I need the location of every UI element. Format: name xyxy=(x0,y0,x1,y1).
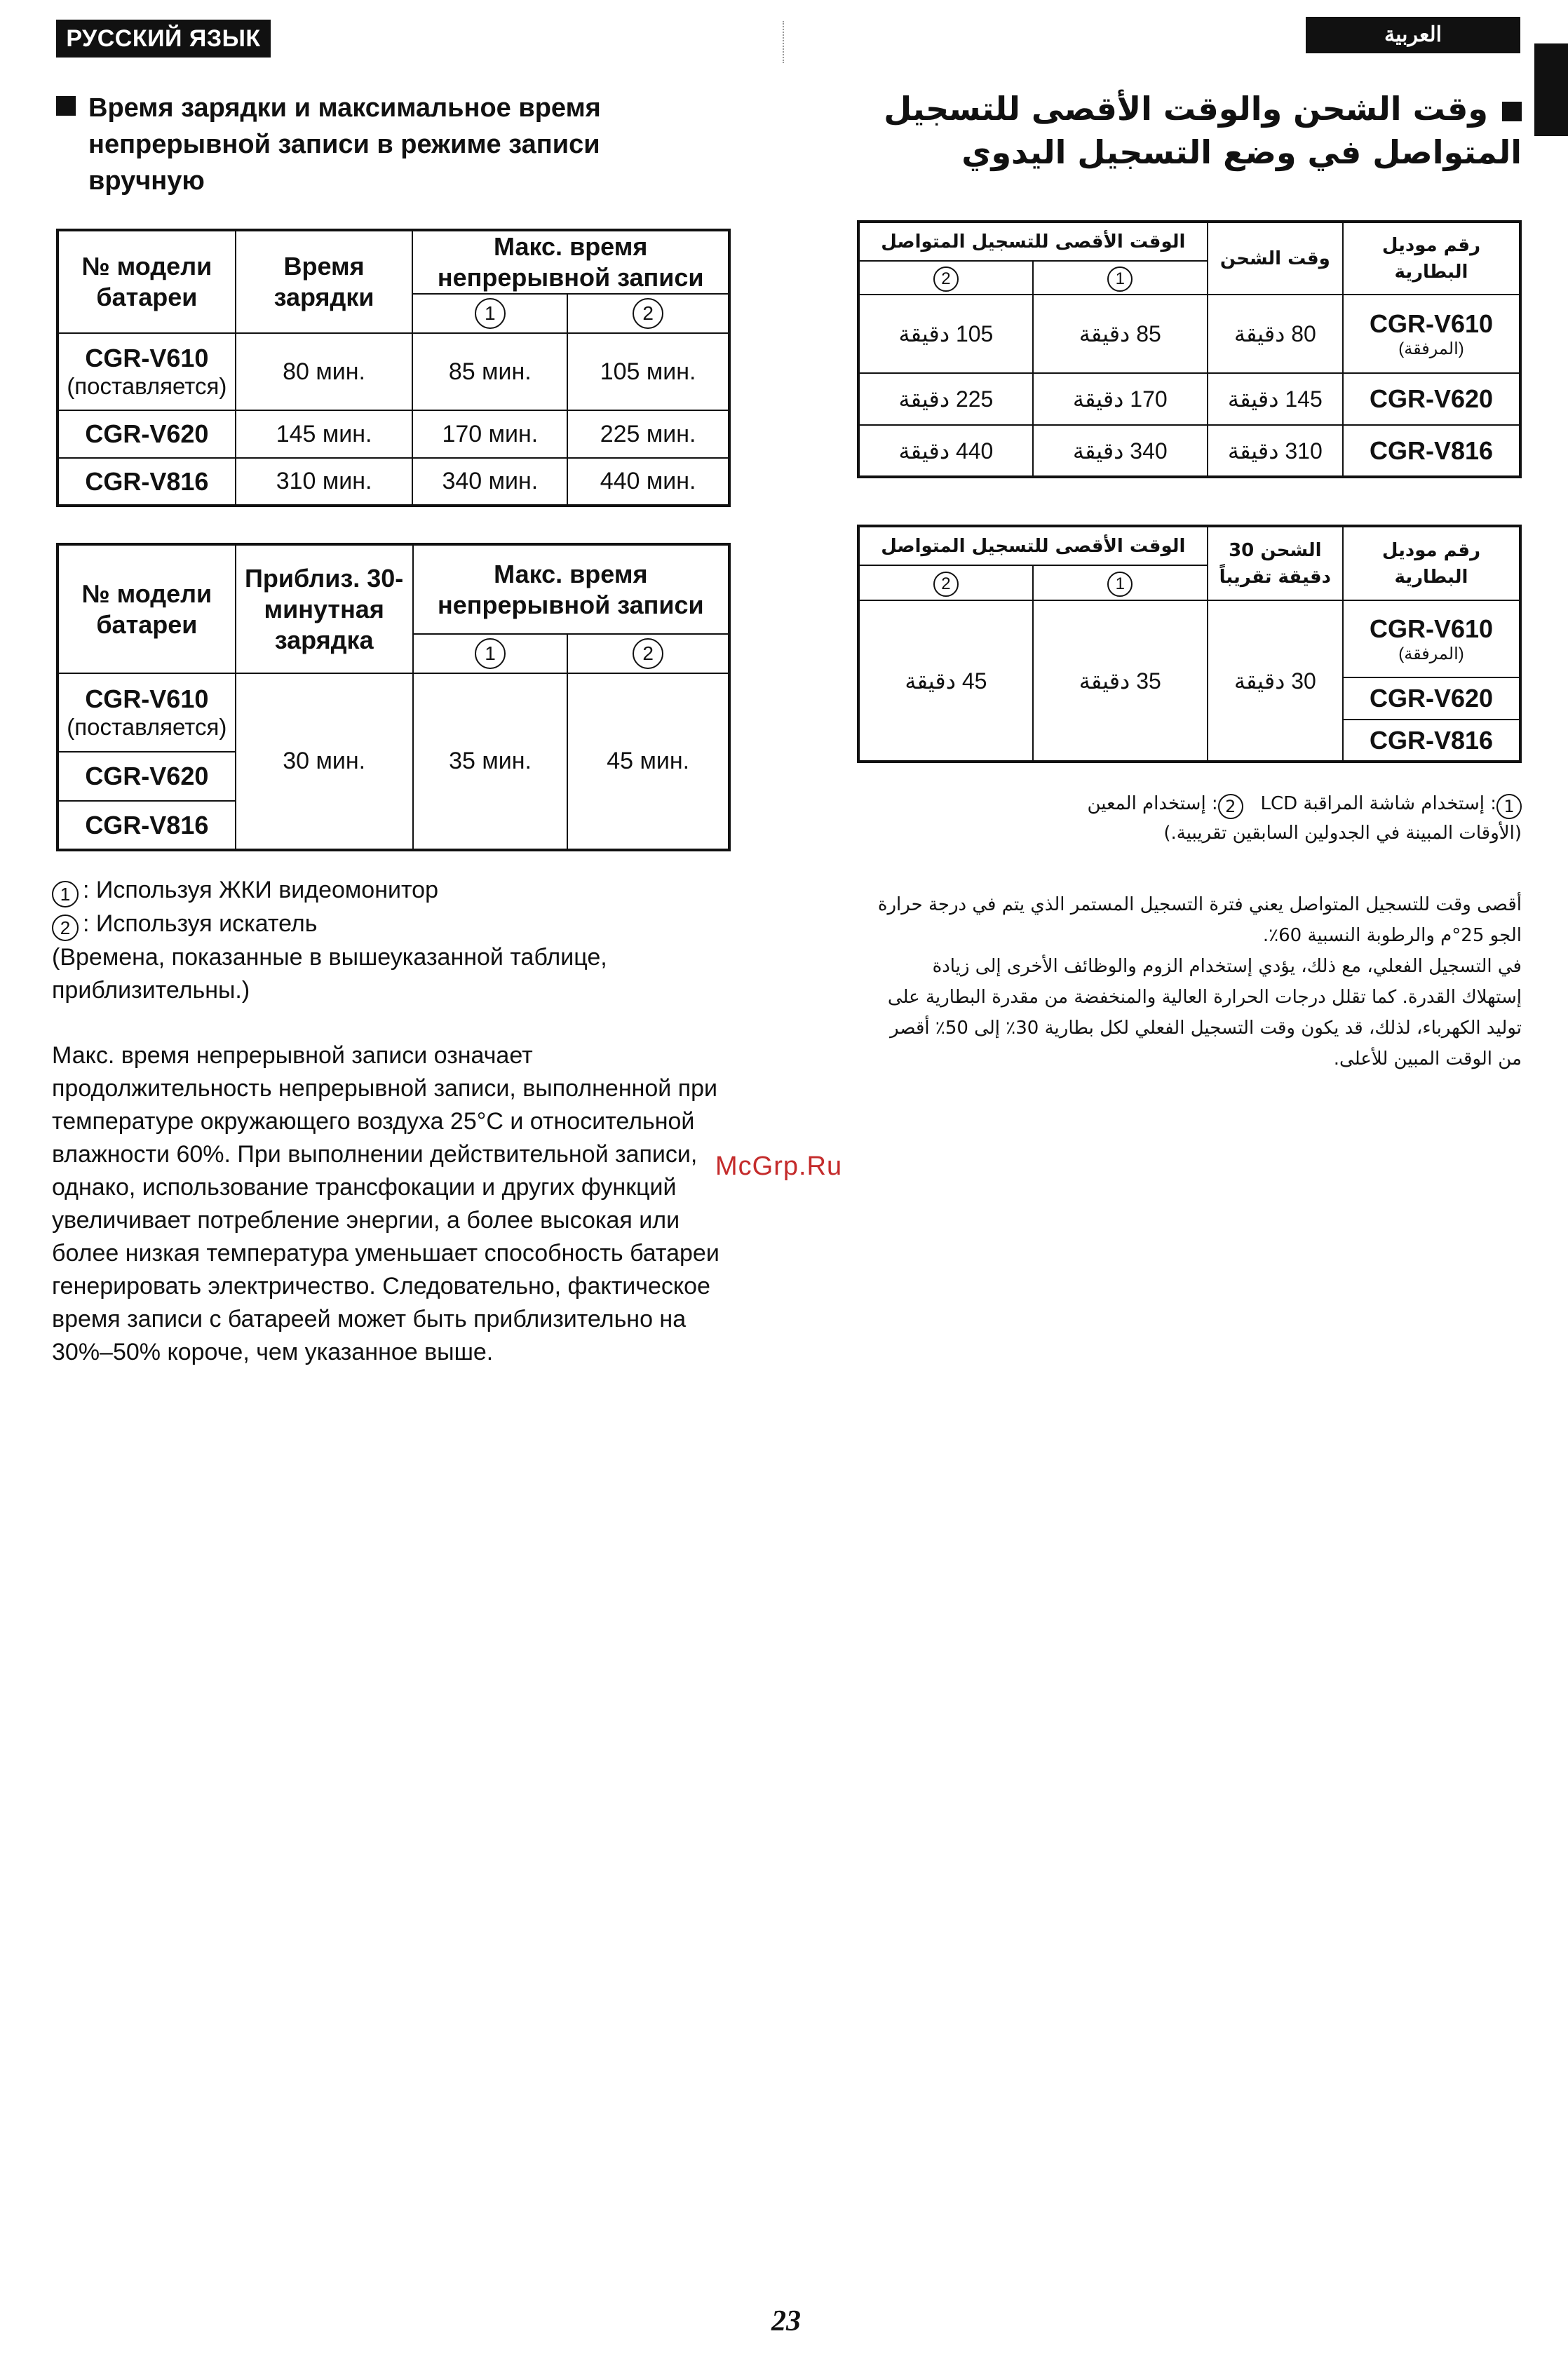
model-cell xyxy=(58,673,236,752)
circled-number: 2 xyxy=(633,638,663,669)
model-name: CGR-V610 xyxy=(1369,614,1494,643)
subheader-viewfinder xyxy=(567,634,729,673)
header-max-time: الوقت الأقصى للتسجيل المتواصل xyxy=(858,526,1208,565)
model-cell: CGR-V816 xyxy=(58,801,236,850)
header-max-time: الوقت الأقصى للتسجيل المتواصل xyxy=(858,222,1208,261)
model-note: (المرفقة) xyxy=(1398,644,1464,663)
table-row xyxy=(58,333,729,410)
circled-number: 2 xyxy=(633,298,663,329)
lcd-time-cell: 170 دقيقة xyxy=(1033,373,1208,425)
note-lcd xyxy=(52,874,739,907)
arabic-language-tab: العربية xyxy=(1306,17,1520,53)
circled-number: 2 xyxy=(52,915,79,941)
page-number: 23 xyxy=(771,2305,801,2337)
circled-number: 1 xyxy=(475,298,506,329)
charge-cell: 310 دقيقة xyxy=(1208,425,1343,477)
table-row xyxy=(858,600,1520,677)
header-max-time: Макс. время непрерывной записи xyxy=(412,230,729,294)
model-cell: CGR-V620 xyxy=(1343,677,1520,720)
viewfinder-time-cell: 105 мин. xyxy=(567,333,729,410)
russian-30min-charge-table xyxy=(56,543,731,851)
header-charge-time: Время зарядки xyxy=(236,230,413,333)
viewfinder-time-cell: 45 мин. xyxy=(567,673,729,850)
subheader-viewfinder xyxy=(567,294,729,333)
charge-cell: 80 دقيقة xyxy=(1208,295,1343,373)
circled-number: 2 xyxy=(1218,794,1243,819)
lcd-time-cell: 35 دقيقة xyxy=(1033,600,1208,762)
arabic-explanation-paragraph xyxy=(877,889,1522,1074)
note-text: : Используя ЖКИ видеомонитор xyxy=(83,877,438,903)
arabic-30min-charge-table xyxy=(857,525,1522,763)
model-note: (поставляется) xyxy=(67,714,227,740)
table-row xyxy=(58,458,729,506)
arabic-paragraph-part1: أقصى وقت للتسجيل المتواصل يعني فترة التسجيل المستمر الذي يتم في درجة حرارة الجو 25°م والرطوبة النسبية 60٪. xyxy=(877,894,1522,946)
table-row xyxy=(858,425,1520,477)
viewfinder-time-cell: 440 мин. xyxy=(567,458,729,506)
model-cell: CGR-V816 xyxy=(58,458,236,506)
viewfinder-time-cell: 105 دقيقة xyxy=(858,295,1033,373)
arabic-paragraph-part2: في التسجيل الفعلي، مع ذلك، يؤدي إستخدام الزوم والوظائف الأخرى إلى زيادة إستهلاك القدرة. كما تقلل درجات الحرارة العالية والمنخفضة من مقدرة البطارية على توليد الكهرباء، لذلك، قد يكون وقت التسجيل الفعلي لكل بطارية 30٪ إلى 50٪ أقصر من الوقت المبين للأعلى. xyxy=(887,956,1522,1069)
russian-explanation-paragraph: Макс. время непрерывной записи означает продолжительность непрерывной записи, выполненной при температуре окружающего воздуха 25°C и относительной влажности 60%. При выполнении действительной записи, однако, использование трансфокации и других функций увеличивает потребление энергии, а более высокая или более низкая температура уменьшает способность батареи генерировать электричество. Следовательно, фактическое время записи с батареей может быть приблизительно на 30%–50% короче, чем указанное выше. xyxy=(52,1042,719,1365)
subheader-lcd xyxy=(412,294,567,333)
charge-cell: 310 мин. xyxy=(236,458,413,506)
header-max-time: Макс. время непрерывной записи xyxy=(413,544,729,634)
header-model: № модели батареи xyxy=(58,544,236,673)
note-approximate: (Времена, показанные в вышеуказанной таблице, приблизительны.) xyxy=(52,944,607,1004)
note-viewfinder xyxy=(52,907,739,941)
viewfinder-time-cell: 45 دقيقة xyxy=(858,600,1033,762)
table-row xyxy=(58,410,729,458)
lcd-time-cell: 85 دقيقة xyxy=(1033,295,1208,373)
russian-section-heading xyxy=(56,90,729,199)
circled-number: 1 xyxy=(475,638,506,669)
header-30min-charge: Приблиз. 30-минутная зарядка xyxy=(236,544,413,673)
model-cell: CGR-V620 xyxy=(58,410,236,458)
charge-cell: 145 мин. xyxy=(236,410,413,458)
model-cell: CGR-V816 xyxy=(1343,425,1520,477)
header-model: رقم موديل البطارية xyxy=(1343,526,1520,600)
model-name: CGR-V610 xyxy=(85,344,209,372)
charge-cell: 30 دقيقة xyxy=(1208,600,1343,762)
russian-table-notes xyxy=(52,874,739,1007)
lcd-time-cell: 35 мин. xyxy=(413,673,568,850)
bullet-square-icon xyxy=(1502,102,1522,121)
arabic-table-notes xyxy=(877,790,1522,847)
circled-number: 1 xyxy=(1107,572,1133,597)
viewfinder-time-cell: 225 мин. xyxy=(567,410,729,458)
model-note: (المرفقة) xyxy=(1398,339,1464,358)
model-cell xyxy=(58,333,236,410)
circled-number: 2 xyxy=(933,572,959,597)
model-cell: CGR-V620 xyxy=(1343,373,1520,425)
lcd-time-cell: 170 мин. xyxy=(412,410,567,458)
subheader-viewfinder xyxy=(858,565,1033,600)
lcd-time-cell: 340 мин. xyxy=(412,458,567,506)
table-row xyxy=(58,673,729,752)
arabic-section-heading xyxy=(827,87,1522,174)
arabic-charging-table xyxy=(857,220,1522,478)
notes-line xyxy=(877,790,1522,819)
watermark: McGrp.Ru xyxy=(715,1152,843,1181)
russian-heading-text: Время зарядки и максимальное время непрерывной записи в режиме записи вручную xyxy=(88,93,601,196)
lcd-time-cell: 85 мин. xyxy=(412,333,567,410)
subheader-lcd xyxy=(1033,565,1208,600)
model-cell xyxy=(1343,600,1520,677)
charge-cell: 80 мин. xyxy=(236,333,413,410)
russian-language-tab: РУССКИЙ ЯЗЫК xyxy=(56,20,271,58)
subheader-lcd xyxy=(1033,261,1208,295)
page-side-marker xyxy=(1534,43,1568,136)
model-name: CGR-V610 xyxy=(85,684,209,713)
viewfinder-time-cell: 225 دقيقة xyxy=(858,373,1033,425)
note-viewfinder: : إستخدام المعين xyxy=(1087,793,1218,814)
header-30min-charge: الشحن 30 دقيقة تقريباً xyxy=(1208,526,1343,600)
circled-number: 1 xyxy=(1107,266,1133,292)
model-note: (поставляется) xyxy=(67,373,227,399)
bullet-square-icon xyxy=(56,96,76,116)
model-cell xyxy=(1343,295,1520,373)
center-divider xyxy=(783,21,784,63)
arabic-heading-text: وقت الشحن والوقت الأقصى للتسجيل المتواصل في وضع التسجيل اليدوي xyxy=(884,90,1522,171)
circled-number: 2 xyxy=(933,266,959,292)
circled-number: 1 xyxy=(52,881,79,907)
table-row xyxy=(858,295,1520,373)
circled-number: 1 xyxy=(1496,794,1522,819)
model-name: CGR-V610 xyxy=(1369,309,1494,338)
subheader-viewfinder xyxy=(858,261,1033,295)
model-cell: CGR-V620 xyxy=(58,752,236,801)
charge-cell: 30 мин. xyxy=(236,673,413,850)
note-lcd: : إستخدام شاشة المراقبة LCD xyxy=(1260,793,1496,814)
lcd-time-cell: 340 دقيقة xyxy=(1033,425,1208,477)
header-model: رقم موديل البطارية xyxy=(1343,222,1520,295)
model-cell: CGR-V816 xyxy=(1343,720,1520,762)
russian-charging-table xyxy=(56,229,731,507)
subheader-lcd xyxy=(413,634,568,673)
viewfinder-time-cell: 440 دقيقة xyxy=(858,425,1033,477)
header-model: № модели батареи xyxy=(58,230,236,333)
charge-cell: 145 دقيقة xyxy=(1208,373,1343,425)
table-row xyxy=(858,373,1520,425)
header-charge-time: وقت الشحن xyxy=(1208,222,1343,295)
note-text: : Используя искатель xyxy=(83,910,318,937)
note-approximate: (الأوقات المبينة في الجدولين السابقين تقريبية.) xyxy=(1163,823,1522,844)
